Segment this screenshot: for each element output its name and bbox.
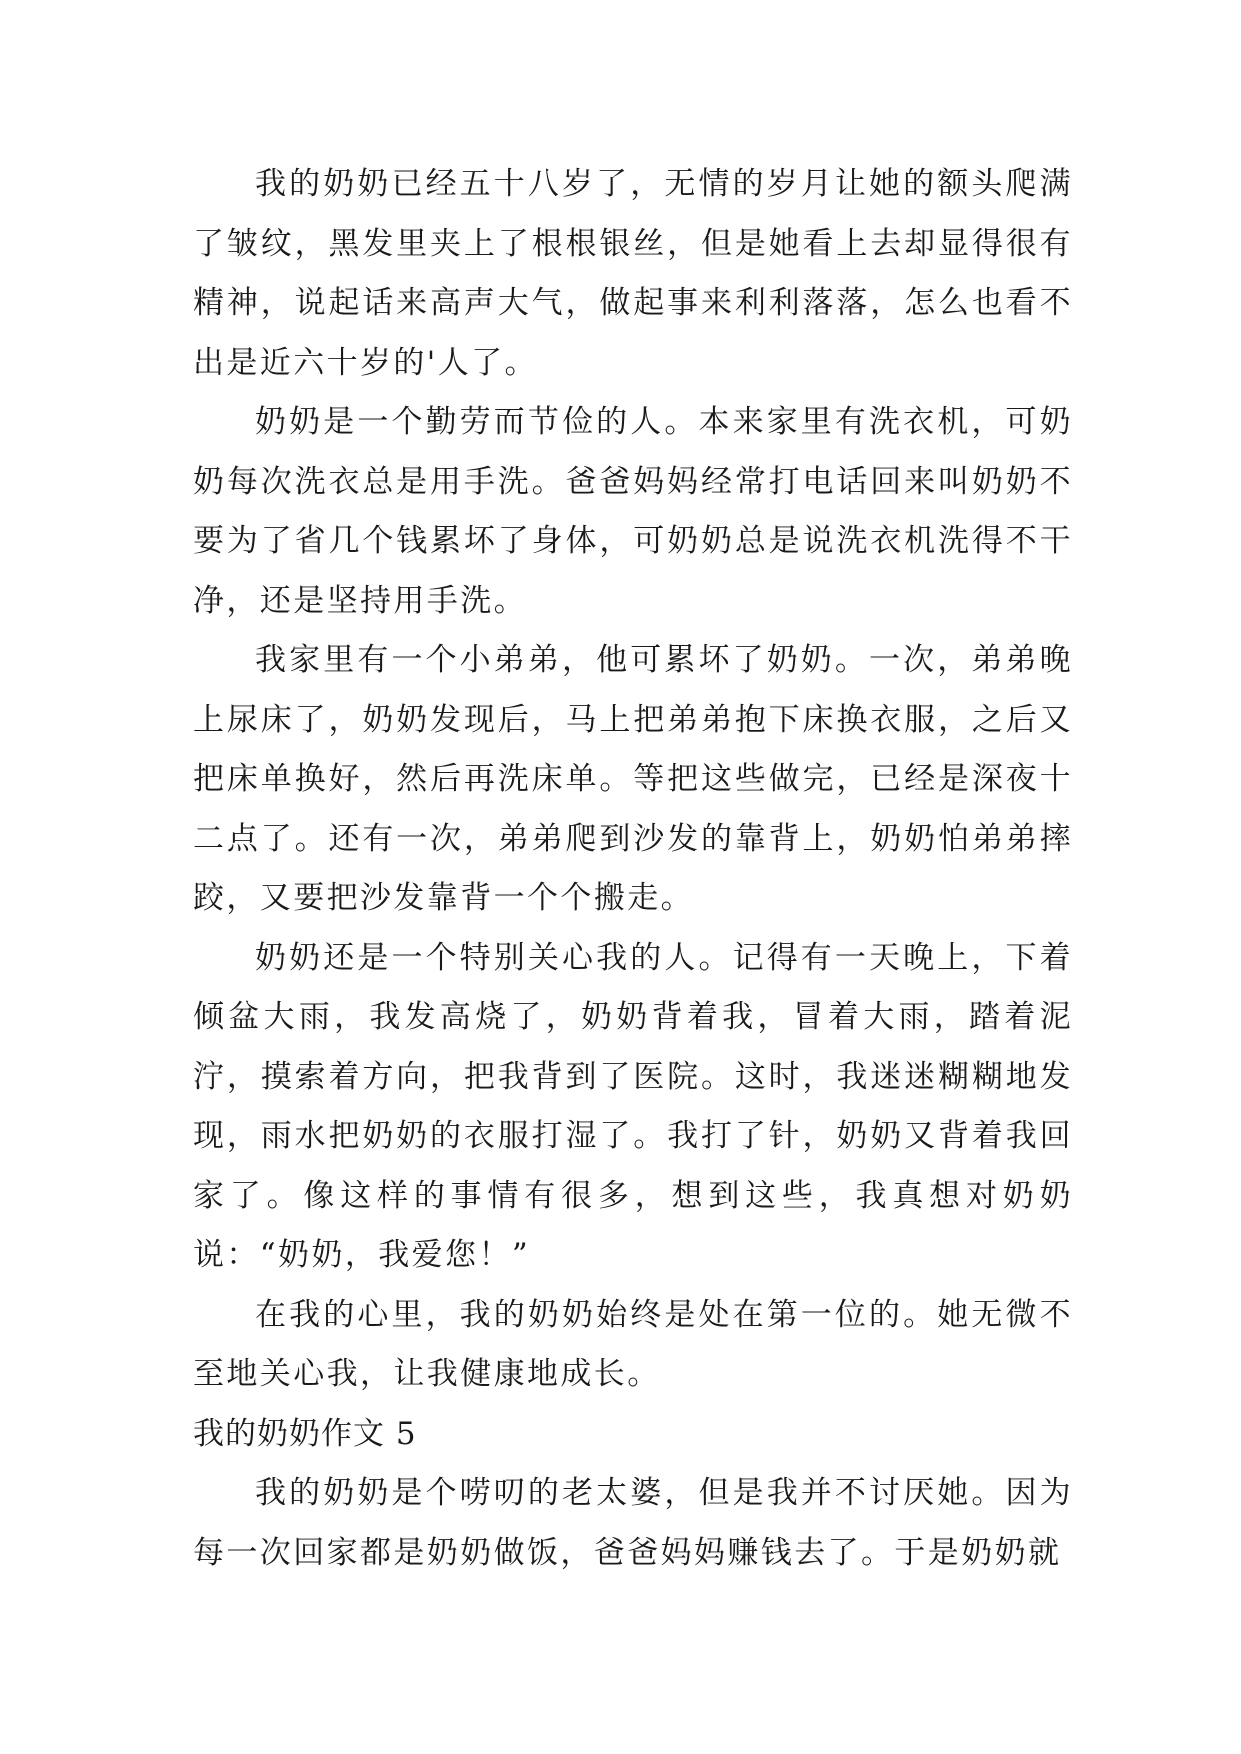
- paragraph-little-brother: 我家里有一个小弟弟，他可累坏了奶奶。一次，弟弟晚上尿床了，奶奶发现后，马上把弟弟抱下床换衣服，之后又把床单换好，然后再洗床单。等把这些做完，已经是深夜十二点了。还有一次，弟弟爬到沙发的靠背上，奶奶怕弟弟摔跤，又要把沙发靠背一个个搬走。: [193, 642, 1073, 916]
- document-page: [193, 155, 1073, 1583]
- paragraph-essay5-opening: 我的奶奶是个唠叨的老太婆，但是我并不讨厌她。因为每一次回家都是奶奶做饭，爸爸妈妈赚钱去了。于是奶奶就: [193, 1475, 1073, 1571]
- paragraph-conclusion: 在我的心里，我的奶奶始终是处在第一位的。她无微不至地关心我，让我健康地成长。: [193, 1296, 1073, 1392]
- paragraph-grandma-cares: 奶奶还是一个特别关心我的人。记得有一天晚上，下着倾盆大雨，我发高烧了，奶奶背着我，冒着大雨，踏着泥泞，摸索着方向，把我背到了医院。这时，我迷迷糊糊地发现，雨水把奶奶的衣服打湿了。我打了针，奶奶又背着我回家了。像这样的事情有很多，想到这些，我真想对奶奶说：“奶奶，我爱您！”: [193, 939, 1073, 1273]
- paragraph-grandma-age: 我的奶奶已经五十八岁了，无情的岁月让她的额头爬满了皱纹，黑发里夹上了根根银丝，但是她看上去却显得很有精神，说起话来高声大气，做起事来利利落落，怎么也看不出是近六十岁的'人了。: [193, 166, 1073, 381]
- paragraph-grandma-hardworking: 奶奶是一个勤劳而节俭的人。本来家里有洗衣机，可奶奶每次洗衣总是用手洗。爸爸妈妈经常打电话回来叫奶奶不要为了省几个钱累坏了身体，可奶奶总是说洗衣机洗得不干净，还是坚持用手洗。: [193, 404, 1073, 619]
- section-heading: 我的奶奶作文 5: [193, 1415, 417, 1452]
